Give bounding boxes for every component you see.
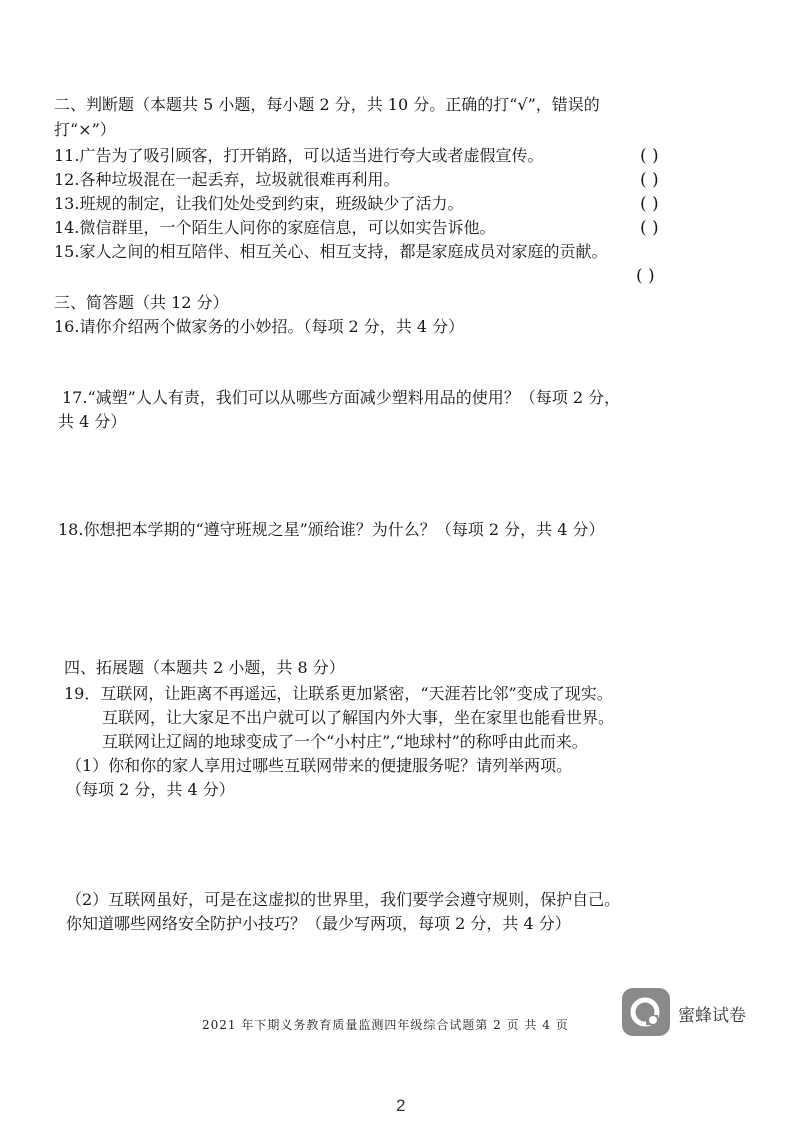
question-16: 16.请你介绍两个做家务的小妙招。（每项 2 分，共 4 分） — [54, 317, 465, 336]
question-11: 11.广告为了吸引顾客，打开销路，可以适当进行夸大或者虚假宣传。 — [54, 146, 544, 165]
question-19-line2: 互联网，让大家足不出户就可以了解国内外大事，坐在家里也能看世界。 — [102, 708, 615, 727]
question-13: 13.班规的制定，让我们处处受到约束，班级缺少了活力。 — [54, 194, 464, 213]
page-number: 2 — [396, 1096, 406, 1115]
answer-blank-11[interactable]: ( ) — [640, 146, 659, 166]
answer-blank-15[interactable]: ( ) — [636, 266, 655, 286]
question-19-sub1: （1）你和你的家人享用过哪些互联网带来的便捷服务呢？请列举两项。 — [66, 756, 573, 775]
question-19-sub2: （2）互联网虽好，可是在这虚拟的世界里，我们要学会遵守规则，保护自己。 — [66, 890, 621, 909]
answer-blank-13[interactable]: ( ) — [640, 194, 659, 214]
page-footer: 2021 年下期义务教育质量监测四年级综合试题第 2 页 共 4 页 — [202, 1018, 569, 1032]
bee-exam-logo-icon — [622, 988, 670, 1036]
question-19-sub2-cont: 你知道哪些网络安全防护小技巧？（最少写两项，每项 2 分，共 4 分） — [66, 914, 571, 933]
section3-heading: 三、简答题（共 12 分） — [54, 293, 229, 312]
answer-blank-14[interactable]: ( ) — [640, 218, 659, 238]
brand-name: 蜜蜂试卷 — [678, 1006, 746, 1025]
question-12: 12.各种垃圾混在一起丢弃，垃圾就很难再利用。 — [54, 170, 400, 189]
section4-heading: 四、拓展题（本题共 2 小题，共 8 分） — [64, 658, 345, 677]
question-19-line3: 互联网让辽阔的地球变成了一个“小村庄”,“地球村”的称呼由此而来。 — [102, 732, 588, 751]
question-17: 17.“减塑”人人有责，我们可以从哪些方面减少塑料用品的使用？（每项 2 分， — [62, 388, 621, 407]
question-19-sub1-cont: （每项 2 分，共 4 分） — [66, 780, 235, 799]
answer-blank-12[interactable]: ( ) — [640, 170, 659, 190]
question-17-cont: 共 4 分） — [58, 412, 127, 431]
question-19: 19．互联网，让距离不再遥远，让联系更加紧密，“天涯若比邻”变成了现实。 — [64, 684, 613, 703]
section2-heading: 二、判断题（本题共 5 小题，每小题 2 分，共 10 分。正确的打“√”，错误的 — [54, 95, 600, 114]
question-15: 15.家人之间的相互陪伴、相互关心、相互支持，都是家庭成员对家庭的贡献。 — [54, 242, 608, 261]
question-18: 18.你想把本学期的“遵守班规之星”颁给谁？为什么？（每项 2 分，共 4 分） — [58, 520, 605, 539]
question-14: 14.微信群里，一个陌生人问你的家庭信息，可以如实告诉他。 — [54, 218, 496, 237]
section2-heading-cont: 打“×”） — [54, 120, 116, 139]
